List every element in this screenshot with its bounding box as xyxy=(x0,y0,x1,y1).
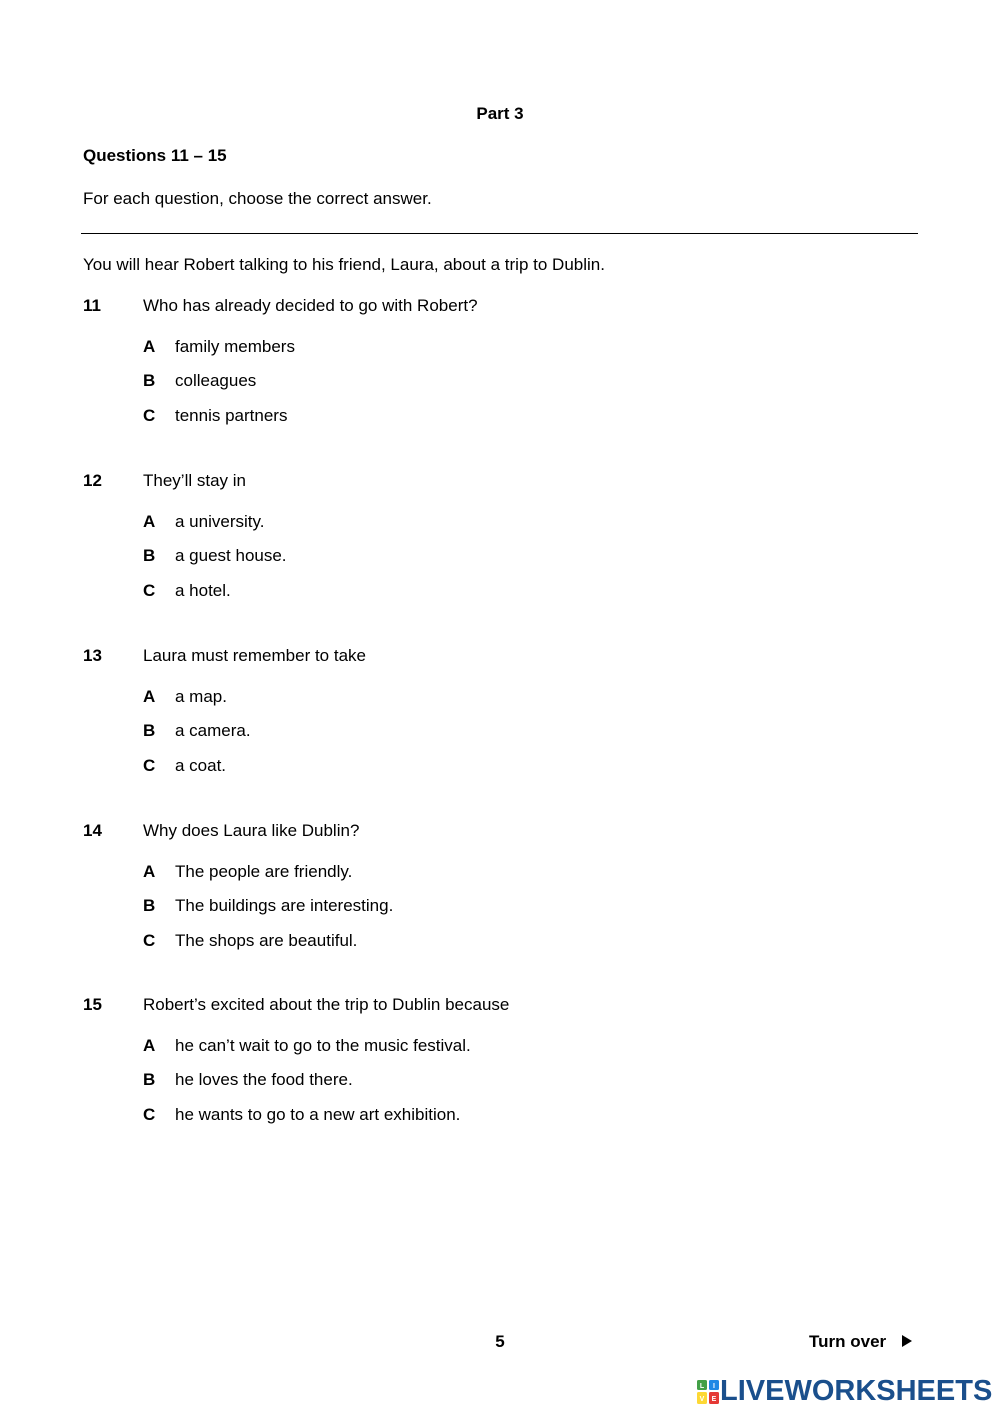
option-text: a guest house. xyxy=(175,546,287,565)
option-letter: C xyxy=(143,931,156,950)
option-letter: B xyxy=(143,546,156,565)
option-text: family members xyxy=(175,337,295,356)
questions-range-heading: Questions 11 – 15 xyxy=(83,146,227,165)
svg-text:V: V xyxy=(699,1396,705,1403)
liveworksheets-watermark: LIVEWORKSHEETS xyxy=(720,1375,993,1407)
option-letter: C xyxy=(143,406,156,425)
option-text: colleagues xyxy=(175,371,257,390)
svg-text:L: L xyxy=(699,1383,705,1390)
option-letter: C xyxy=(143,1105,156,1124)
page-number: 5 xyxy=(495,1332,505,1351)
question-number: 14 xyxy=(83,821,102,840)
option-text: a coat. xyxy=(175,756,227,775)
liveworksheets-logo-icon xyxy=(697,1380,719,1404)
svg-text:I: I xyxy=(713,1383,715,1390)
option-text: a university. xyxy=(175,512,265,531)
question-text: Robert’s excited about the trip to Dublin because xyxy=(143,995,510,1014)
option-letter: A xyxy=(143,337,156,356)
option-letter: B xyxy=(143,1070,156,1089)
question-number: 15 xyxy=(83,995,102,1014)
question-number: 13 xyxy=(83,646,102,665)
play-arrow-icon xyxy=(902,1335,912,1347)
part-title: Part 3 xyxy=(476,104,524,123)
option-letter: B xyxy=(143,721,156,740)
option-letter: A xyxy=(143,512,156,531)
svg-text:E: E xyxy=(711,1396,717,1403)
option-letter: C xyxy=(143,756,156,775)
option-text: he can’t wait to go to the music festival. xyxy=(175,1036,471,1055)
option-text: a camera. xyxy=(175,721,251,740)
option-letter: A xyxy=(143,687,156,706)
option-text: a map. xyxy=(175,687,227,706)
option-letter: A xyxy=(143,1036,156,1055)
option-text: The buildings are interesting. xyxy=(175,896,394,915)
listening-context: You will hear Robert talking to his friend, Laura, about a trip to Dublin. xyxy=(83,255,605,274)
option-text: The shops are beautiful. xyxy=(175,931,358,950)
option-letter: B xyxy=(143,896,156,915)
turn-over-label: Turn over xyxy=(809,1332,887,1351)
question-number: 11 xyxy=(83,296,101,315)
option-text: tennis partners xyxy=(175,406,288,425)
question-text: Laura must remember to take xyxy=(143,646,366,665)
option-text: he loves the food there. xyxy=(175,1070,353,1089)
option-letter: C xyxy=(143,581,156,600)
option-text: The people are friendly. xyxy=(175,862,353,881)
section-divider xyxy=(81,233,918,234)
question-text: Who has already decided to go with Robert? xyxy=(143,296,478,315)
question-text: Why does Laura like Dublin? xyxy=(143,821,360,840)
question-text: They’ll stay in xyxy=(143,471,246,490)
option-text: a hotel. xyxy=(175,581,231,600)
option-letter: B xyxy=(143,371,156,390)
option-text: he wants to go to a new art exhibition. xyxy=(175,1105,461,1124)
option-letter: A xyxy=(143,862,156,881)
question-number: 12 xyxy=(83,471,102,490)
instruction-text: For each question, choose the correct answer. xyxy=(83,189,432,208)
